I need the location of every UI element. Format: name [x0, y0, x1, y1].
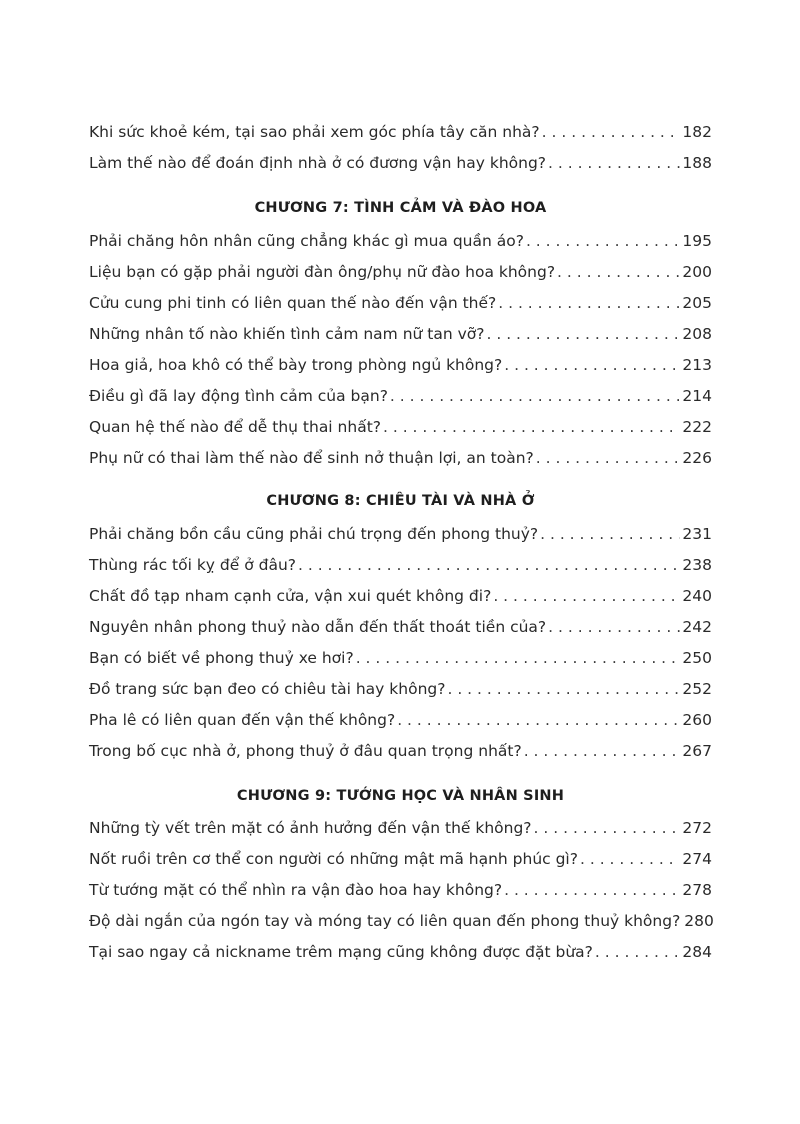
- chapter-heading: CHƯƠNG 7: TÌNH CẢM VÀ ĐÀO HOA: [254, 200, 547, 216]
- dot-leader: [298, 553, 680, 577]
- toc-entry-title: Cửu cung phi tinh có liên quan thế nào đến vận thế?: [89, 294, 497, 312]
- toc-entry-title: Khi sức khoẻ kém, tại sao phải xem góc phía tây căn nhà?: [89, 123, 540, 141]
- toc-entry-page: 250: [682, 649, 712, 667]
- toc-entry: [89, 646, 712, 670]
- toc-entry-page: 260: [682, 711, 712, 729]
- toc-entry-title: Trong bố cục nhà ở, phong thuỷ ở đâu quan trọng nhất?: [89, 742, 522, 760]
- dot-leader: [493, 584, 680, 608]
- toc-entry: [89, 120, 712, 144]
- chapter-heading: CHƯƠNG 9: TƯỚNG HỌC VÀ NHÂN SINH: [236, 788, 565, 804]
- toc-entry-page: 280: [684, 912, 714, 930]
- toc-entry: [89, 553, 712, 577]
- dot-leader: [498, 291, 680, 315]
- toc-entry: [89, 151, 712, 175]
- dot-leader: [390, 384, 680, 408]
- toc-entry: [89, 322, 712, 346]
- toc-entry-title: Phụ nữ có thai làm thế nào để sinh nở thuận lợi, an toàn?: [89, 449, 534, 467]
- toc-entry: [89, 446, 712, 470]
- toc-entry-page: 208: [682, 325, 712, 343]
- toc-entry: [89, 384, 712, 408]
- toc-entry-page: 242: [682, 618, 712, 636]
- toc-entry-title: Quan hệ thế nào để dễ thụ thai nhất?: [89, 418, 381, 436]
- dot-leader: [504, 353, 680, 377]
- dot-leader: [557, 260, 680, 284]
- dot-leader: [504, 878, 680, 902]
- toc-entry-title: Tại sao ngay cả nickname trêm mạng cũng không được đặt bừa?: [89, 943, 593, 961]
- toc-entry-page: 284: [682, 943, 712, 961]
- toc-entry-page: 274: [682, 850, 712, 868]
- toc-entry-page: 231: [682, 525, 712, 543]
- toc-entry: [89, 260, 712, 284]
- toc-entry: [89, 940, 712, 964]
- dot-leader: [540, 522, 680, 546]
- toc-entry-title: Từ tướng mặt có thể nhìn ra vận đào hoa hay không?: [89, 881, 503, 899]
- dot-leader: [356, 646, 681, 670]
- toc-entry-page: 226: [682, 449, 712, 467]
- dot-leader: [397, 708, 680, 732]
- dot-leader: [534, 816, 681, 840]
- toc-entry-title: Pha lê có liên quan đến vận thế không?: [89, 711, 396, 729]
- toc-entry: [89, 847, 712, 871]
- toc-entry: [89, 708, 712, 732]
- toc-entry: [89, 291, 712, 315]
- toc-entry-title: Nguyên nhân phong thuỷ nào dẫn đến thất thoát tiền của?: [89, 618, 547, 636]
- dot-leader: [542, 120, 681, 144]
- toc-entry-title: Đồ trang sức bạn đeo có chiêu tài hay không?: [89, 680, 446, 698]
- toc-entry-title: Điều gì đã lay động tình cảm của bạn?: [89, 387, 388, 405]
- dot-leader: [595, 940, 681, 964]
- toc-entry-title: Hoa giả, hoa khô có thể bày trong phòng ngủ không?: [89, 356, 503, 374]
- toc-entry: [89, 816, 712, 840]
- toc-entry: [89, 584, 712, 608]
- toc-entry-title: Những nhân tố nào khiến tình cảm nam nữ tan vỡ?: [89, 325, 485, 343]
- chapter-heading: CHƯƠNG 8: CHIÊU TÀI VÀ NHÀ Ở: [266, 493, 535, 509]
- toc-entry-page: 205: [682, 294, 712, 312]
- toc-entry-title: Phải chăng hôn nhân cũng chẳng khác gì mua quần áo?: [89, 232, 524, 250]
- toc-entry-title: Phải chăng bồn cầu cũng phải chú trọng đến phong thuỷ?: [89, 525, 539, 543]
- toc-entry-title: Những tỳ vết trên mặt có ảnh hưởng đến vận thế không?: [89, 819, 532, 837]
- dot-leader: [486, 322, 680, 346]
- toc-entry-page: 240: [682, 587, 712, 605]
- dot-leader: [383, 415, 680, 439]
- toc-entry: [89, 522, 712, 546]
- toc-entry: [89, 739, 712, 763]
- toc-entry-page: 200: [682, 263, 712, 281]
- dot-leader: [447, 677, 680, 701]
- toc-entry-title: Bạn có biết về phong thuỷ xe hơi?: [89, 649, 354, 667]
- dot-leader: [580, 847, 680, 871]
- toc-entry-page: 214: [682, 387, 712, 405]
- toc-entry: [89, 353, 712, 377]
- toc-entry: [89, 878, 712, 902]
- toc-entry: [89, 415, 712, 439]
- dot-leader: [548, 151, 680, 175]
- toc-entry-page: 222: [682, 418, 712, 436]
- toc-entry: [89, 615, 712, 639]
- toc-entry-title: Liệu bạn có gặp phải người đàn ông/phụ nữ đào hoa không?: [89, 263, 556, 281]
- toc-entry-page: 267: [682, 742, 712, 760]
- toc-entry-page: 182: [682, 123, 712, 141]
- toc-entry-page: 272: [682, 819, 712, 837]
- dot-leader: [524, 739, 681, 763]
- toc-entry-title: Làm thế nào để đoán định nhà ở có đương vận hay không?: [89, 154, 547, 172]
- toc-entry-title: Nốt ruồi trên cơ thể con người có những mật mã hạnh phúc gì?: [89, 850, 578, 868]
- toc-entry-page: 188: [682, 154, 712, 172]
- toc-entry-page: 213: [682, 356, 712, 374]
- dot-leader: [526, 229, 680, 253]
- dot-leader: [536, 446, 681, 470]
- toc-entry-page: 278: [682, 881, 712, 899]
- toc-entry-title: Thùng rác tối kỵ để ở đâu?: [89, 556, 296, 574]
- toc-entry: [89, 677, 712, 701]
- toc-entry: [89, 909, 712, 933]
- toc-entry-title: Độ dài ngắn của ngón tay và móng tay có liên quan đến phong thuỷ không?: [89, 912, 681, 930]
- dot-leader: [548, 615, 680, 639]
- toc-entry-title: Chất đồ tạp nham cạnh cửa, vận xui quét không đi?: [89, 587, 492, 605]
- toc-entry-page: 195: [682, 232, 712, 250]
- toc-entry: [89, 229, 712, 253]
- toc-entry-page: 238: [682, 556, 712, 574]
- toc-entry-page: 252: [682, 680, 712, 698]
